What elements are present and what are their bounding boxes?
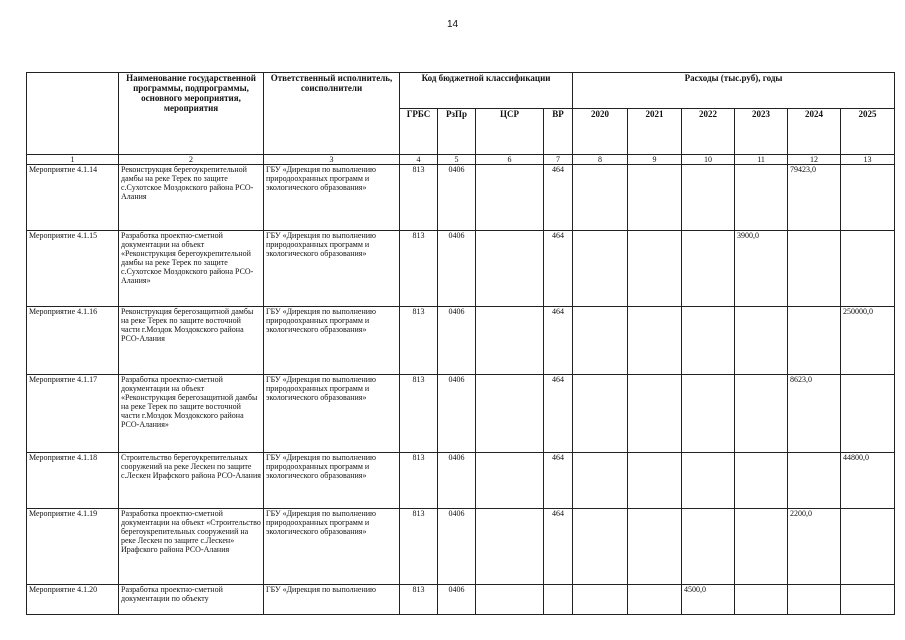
row-responsible: ГБУ «Дирекция по выполнению природоохранных программ и экологического образования» [264,509,400,585]
column-number-row [27,155,895,165]
column-number: 11 [735,155,788,165]
row-2020 [573,165,628,231]
row-2022 [682,453,735,509]
row-id: Мероприятие 4.1.14 [27,165,119,231]
column-number: 12 [788,155,841,165]
row-id: Мероприятие 4.1.19 [27,509,119,585]
row-name: Строительство берегоукрепительных сооружений на реке Лескен по защите с.Лескен Ирафского района РСО-Алания [119,453,264,509]
row-rzpr: 0406 [438,165,476,231]
row-grbs: 813 [400,307,438,375]
row-2022 [682,165,735,231]
column-number: 6 [476,155,544,165]
row-2025 [841,165,895,231]
header-year-col: 2020 [573,109,628,155]
row-rzpr: 0406 [438,375,476,453]
header-kbk-col: РзПр [438,109,476,155]
row-2025 [841,509,895,585]
row-vr: 464 [544,375,573,453]
column-number: 13 [841,155,895,165]
column-number: 9 [628,155,682,165]
table-row [27,231,895,307]
row-2020 [573,307,628,375]
row-csr [476,231,544,307]
row-id: Мероприятие 4.1.16 [27,307,119,375]
row-id: Мероприятие 4.1.15 [27,231,119,307]
header-name: Наименование государственной программы, подпрограммы, основного мероприятия, мероприятия [119,73,264,155]
row-2024 [788,231,841,307]
row-grbs: 813 [400,375,438,453]
row-responsible: ГБУ «Дирекция по выполнению природоохранных программ и экологического образования» [264,453,400,509]
table-row [27,307,895,375]
header-blank-cell [27,73,119,155]
row-grbs: 813 [400,165,438,231]
column-number: 2 [119,155,264,165]
row-2024 [788,307,841,375]
row-2023 [735,585,788,615]
header-year-col: 2025 [841,109,895,155]
row-2025 [841,231,895,307]
row-grbs: 813 [400,453,438,509]
row-2022 [682,231,735,307]
row-2020 [573,231,628,307]
row-id: Мероприятие 4.1.20 [27,585,119,615]
row-rzpr: 0406 [438,307,476,375]
row-name: Реконструкция берегоукрепительной дамбы на реке Терек по защите с.Сухотское Моздокского района РСО-Алания [119,165,264,231]
row-vr: 464 [544,231,573,307]
row-csr [476,307,544,375]
row-2021 [628,307,682,375]
header-kbk: Код бюджетной классификации [400,73,573,109]
row-responsible: ГБУ «Дирекция по выполнению природоохранных программ и экологического образования» [264,375,400,453]
row-responsible: ГБУ «Дирекция по выполнению природоохранных программ и экологического образования» [264,231,400,307]
row-rzpr: 0406 [438,453,476,509]
row-2020 [573,375,628,453]
page-number: 14 [446,19,459,30]
row-2025: 44800,0 [841,453,895,509]
column-number: 8 [573,155,628,165]
row-2023: 3900,0 [735,231,788,307]
row-2020 [573,509,628,585]
row-csr [476,375,544,453]
row-2022 [682,307,735,375]
header-year-col: 2024 [788,109,841,155]
row-2023 [735,375,788,453]
row-responsible: ГБУ «Дирекция по выполнению [264,585,400,615]
header-expenses: Расходы (тыс.руб), годы [573,73,895,109]
column-number: 7 [544,155,573,165]
row-2021 [628,231,682,307]
row-vr: 464 [544,165,573,231]
row-2022 [682,509,735,585]
row-id: Мероприятие 4.1.18 [27,453,119,509]
row-grbs: 813 [400,509,438,585]
row-2025 [841,375,895,453]
header-row [27,73,895,109]
row-csr [476,453,544,509]
header-kbk-col: ВР [544,109,573,155]
header-year-col: 2022 [682,109,735,155]
row-name: Разработка проектно-сметной документации по объекту [119,585,264,615]
row-rzpr: 0406 [438,231,476,307]
header-year-col: 2023 [735,109,788,155]
row-2021 [628,509,682,585]
header-kbk-col: ЦСР [476,109,544,155]
row-vr [544,585,573,615]
column-number: 1 [27,155,119,165]
row-2023 [735,165,788,231]
row-csr [476,585,544,615]
row-csr [476,165,544,231]
row-name: Реконструкция берегозащитной дамбы на реке Терек по защите восточной части г.Моздок Моздокского района РСО-Алания [119,307,264,375]
row-2022: 4500,0 [682,585,735,615]
row-2023 [735,453,788,509]
row-responsible: ГБУ «Дирекция по выполнению природоохранных программ и экологического образования» [264,165,400,231]
column-number: 5 [438,155,476,165]
row-vr: 464 [544,509,573,585]
row-2022 [682,375,735,453]
column-number: 3 [264,155,400,165]
row-2024: 79423,0 [788,165,841,231]
row-rzpr: 0406 [438,509,476,585]
row-2023 [735,509,788,585]
row-2020 [573,585,628,615]
table-row [27,453,895,509]
row-responsible: ГБУ «Дирекция по выполнению природоохранных программ и экологического образования» [264,307,400,375]
row-2024 [788,585,841,615]
row-2025 [841,585,895,615]
row-2025: 250000,0 [841,307,895,375]
row-csr [476,509,544,585]
row-name: Разработка проектно-сметной документации на объект «Строительство берегоукрепительных сооружений на реке Лескен по защите с.Лескен» Ирафского района РСО-Алания [119,509,264,585]
row-grbs: 813 [400,585,438,615]
row-2024: 8623,0 [788,375,841,453]
header-responsible: Ответственный исполнитель, соисполнители [264,73,400,155]
row-grbs: 813 [400,231,438,307]
table-row [27,585,895,615]
row-2020 [573,453,628,509]
row-rzpr: 0406 [438,585,476,615]
table-row [27,375,895,453]
row-vr: 464 [544,307,573,375]
row-2021 [628,165,682,231]
table-row [27,509,895,585]
row-2024 [788,453,841,509]
table-row [27,165,895,231]
row-2021 [628,585,682,615]
header-kbk-col: ГРБС [400,109,438,155]
row-vr: 464 [544,453,573,509]
header-year-col: 2021 [628,109,682,155]
column-number: 10 [682,155,735,165]
row-2024: 2200,0 [788,509,841,585]
row-2023 [735,307,788,375]
row-2021 [628,375,682,453]
row-name: Разработка проектно-сметной документации на объект «Реконструкция берегозащитной дамбы на реке Терек по защите восточной части г.Моздок Моздокского района РСО-Алания» [119,375,264,453]
column-number: 4 [400,155,438,165]
row-2021 [628,453,682,509]
row-id: Мероприятие 4.1.17 [27,375,119,453]
budget-table [26,72,895,615]
row-name: Разработка проектно-сметной документации на объект «Реконструкция берегоукрепительной дамбы на реке Терек по защите с.Сухотское Моздокского района РСО-Алания» [119,231,264,307]
